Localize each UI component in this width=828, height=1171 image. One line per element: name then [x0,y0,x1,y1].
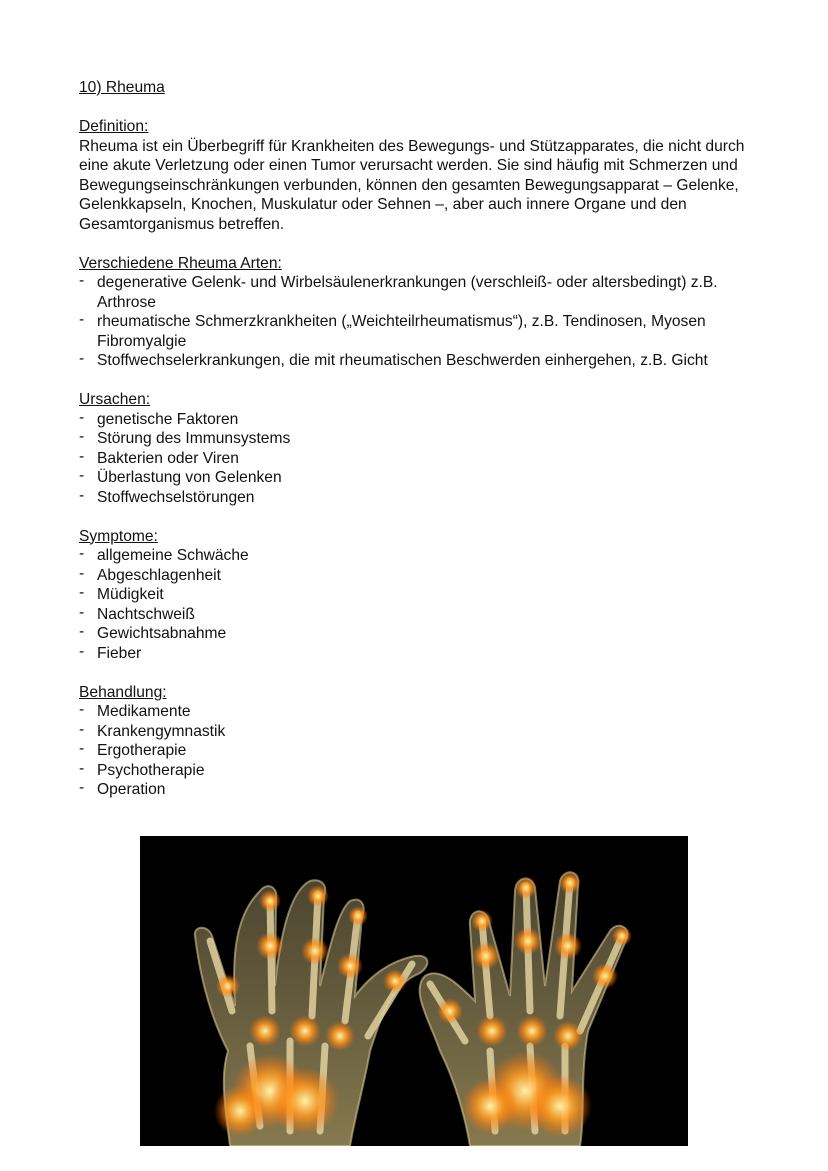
bullet-dash-icon: - [79,545,85,562]
list-item-text: Nachtschweiß [97,605,195,623]
list-item [79,468,759,488]
list-item-text: degenerative Gelenk- und Wirbelsäulenerkrankungen (verschleiß- oder altersbedingt) z.B. Arthrose [97,274,718,311]
list-item-text: Fieber [97,644,142,662]
list-item-text: Operation [97,781,166,798]
bullet-dash-icon: - [79,779,85,796]
list-item [79,644,759,664]
list-item-text: Überlastung von Gelenken [97,469,282,486]
bullet-dash-icon: - [79,642,85,660]
bullet-dash-icon: - [79,759,85,777]
list-item [79,702,759,722]
list-item-text: Psychotherapie [97,761,205,779]
bullet-dash-icon: - [79,603,85,621]
list-item-text: Krankengymnastik [97,722,226,740]
list-item-text: Stoffwechselstörungen [97,488,255,506]
bullet-dash-icon: - [79,467,85,484]
xray-hands-illustration [140,836,688,1146]
list-item [79,429,759,449]
list-item [79,722,759,742]
list-item-text: Abgeschlagenheit [97,566,221,584]
list-item [79,741,759,761]
list-item [79,488,759,508]
list-item-text: Müdigkeit [97,586,164,603]
bullet-dash-icon: - [79,428,85,445]
page-title: 10) Rheuma [79,79,165,96]
list-item [79,780,759,800]
list-item [79,351,759,371]
symptome-section [79,527,759,664]
list-item-text: Gewichtsabnahme [97,625,227,642]
bullet-dash-icon: - [79,740,85,757]
list-item-text: Bakterien oder Viren [97,449,239,467]
list-item-text: genetische Faktoren [97,410,239,428]
arten-section [79,254,759,371]
ursachen-list [79,410,759,508]
list-item [79,546,759,566]
bullet-dash-icon: - [79,447,85,465]
list-item [79,605,759,625]
symptome-list [79,546,759,663]
bullet-dash-icon: - [79,720,85,738]
bullet-dash-icon: - [79,623,85,640]
bullet-dash-icon: - [79,272,85,289]
list-item [79,761,759,781]
list-item [79,624,759,644]
list-item-text: Ergotherapie [97,742,187,759]
list-item-text: allgemeine Schwäche [97,547,249,564]
list-item [79,449,759,469]
bullet-dash-icon: - [79,408,85,426]
list-item-text: Stoffwechselerkrankungen, die mit rheumatischen Beschwerden einhergehen, z.B. Gicht [97,352,708,369]
bullet-dash-icon: - [79,486,85,504]
bullet-dash-icon: - [79,564,85,582]
ursachen-section [79,390,759,507]
symptome-heading: Symptome: [79,527,158,545]
list-item-text: Medikamente [97,703,191,720]
list-item [79,410,759,430]
list-item [79,273,759,312]
xray-hands-image [140,836,688,1146]
ursachen-heading: Ursachen: [79,391,151,408]
bullet-dash-icon: - [79,584,85,601]
list-item-text: Störung des Immunsystems [97,430,291,447]
arten-heading: Verschiedene Rheuma Arten: [79,254,282,272]
arten-list [79,273,759,371]
list-item [79,566,759,586]
bullet-dash-icon: - [79,701,85,718]
behandlung-heading: Behandlung: [79,683,167,701]
behandlung-list [79,702,759,800]
bullet-dash-icon: - [79,350,85,367]
definition-text: Rheuma ist ein Überbegriff für Krankheiten des Bewegungs- und Stützapparates, die nicht durch eine akute Verletzung oder einen Tumor verursacht werden. Sie sind häufig mit Schmerzen und Bewegungseinschränkungen verbunden, können den gesamten Bewegungsapparat – Gelenke, Gelenkkapseln, Knochen, Muskulatur oder Sehnen –, aber auch innere Organe und den Gesamtorganismus betreffen. [79,137,745,233]
list-item-text: rheumatische Schmerzkrankheiten („Weichteilrheumatismus“), z.B. Tendinosen, Myosen Fibromyalgie [97,313,706,350]
bullet-dash-icon: - [79,311,85,328]
definition-heading: Definition: [79,118,149,135]
document-page [79,78,759,819]
list-item [79,585,759,605]
behandlung-section [79,683,759,800]
list-item [79,312,759,351]
definition-section [79,117,759,234]
